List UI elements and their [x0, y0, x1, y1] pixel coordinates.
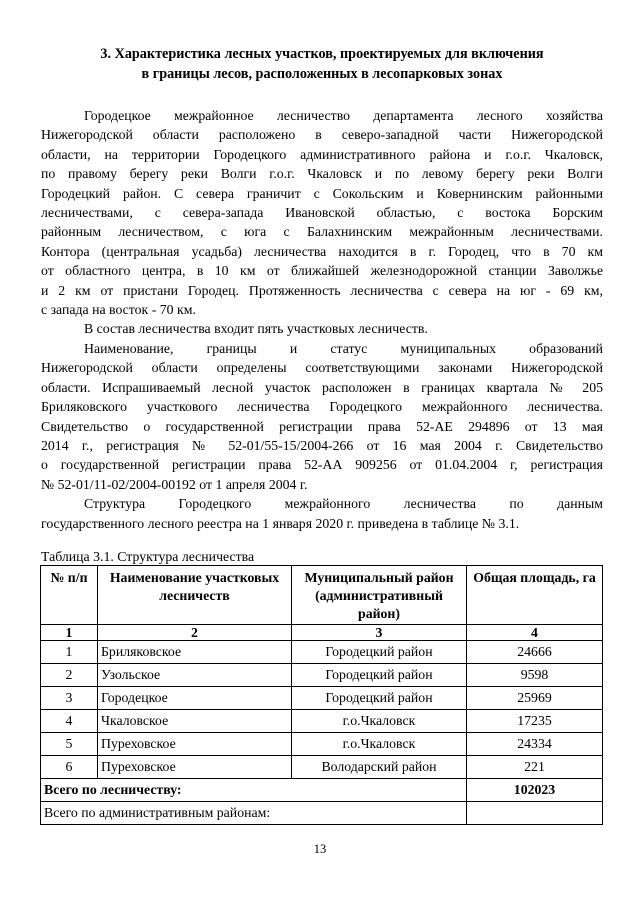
- text-line: Наименование, границы и статус муниципальных образований: [84, 340, 603, 356]
- text-line: лесничествами, с севера-запада Ивановской областью, с востока Борским: [41, 205, 603, 221]
- text-line: с запада на восток - 70 км.: [41, 302, 196, 318]
- summary-value: 102023: [467, 779, 603, 802]
- column-number: 2: [98, 625, 292, 641]
- column-number: 1: [41, 625, 98, 641]
- district-cell: г.о.Чкаловск: [292, 710, 467, 733]
- table-row: [41, 756, 603, 779]
- district-cell: Городецкий район: [292, 687, 467, 710]
- text-line: Городецкое межрайонное лесничество департамента лесного хозяйства: [84, 108, 603, 123]
- text-line: Городецкий район. С севера граничит с Сокольским и Ковернинским районными: [41, 185, 603, 201]
- heading-line: в границы лесов, расположенных в лесопарковых зонах: [141, 66, 503, 82]
- paragraph-legal-status: [41, 339, 603, 494]
- text-line: 2014 г., регистрация № 52-01/55-15/2004-266 от 16 мая 2004 г. Свидетельство: [41, 437, 603, 453]
- total-row: [41, 779, 603, 802]
- area-cell: 221: [467, 756, 603, 779]
- area-cell: 9598: [467, 664, 603, 687]
- table-caption: Таблица 3.1. Структура лесничества: [41, 549, 255, 564]
- text-line: Контора (центральная усадьба) лесничества находится в г. Городец, что в 70 км: [41, 243, 603, 259]
- column-number: 4: [467, 625, 603, 641]
- section-heading: [40, 44, 604, 84]
- district-cell: Володарский район: [292, 756, 467, 779]
- column-number: 3: [292, 625, 467, 641]
- column-header: Общая площадь, га: [467, 566, 603, 625]
- table-row: [41, 664, 603, 687]
- column-number-row: [41, 625, 603, 641]
- forestry-name-cell: Городецкое: [98, 687, 292, 710]
- table-row: [41, 710, 603, 733]
- district-cell: г.о.Чкаловск: [292, 733, 467, 756]
- paragraph-composition: [41, 319, 603, 338]
- area-cell: 24334: [467, 733, 603, 756]
- text-line: Нижегородской области определены соответствующими законами Нижегородской: [41, 360, 603, 376]
- table-row: [41, 733, 603, 756]
- area-cell: 25969: [467, 687, 603, 710]
- admin-total-row: [41, 802, 603, 825]
- text-line: № 52-01/11-02/2004-00192 от 1 апреля 2004 г.: [41, 476, 308, 492]
- district-cell: Городецкий район: [292, 664, 467, 687]
- text-line: по правому берегу реки Волги г.о.г. Чкаловск и по левому берегу реки Волги: [41, 166, 603, 182]
- area-cell: 17235: [467, 710, 603, 733]
- area-cell: 24666: [467, 641, 603, 664]
- row-number-cell: 5: [41, 733, 98, 756]
- forestry-name-cell: Пуреховское: [98, 756, 292, 779]
- paragraph-structure: [41, 494, 603, 533]
- summary-label: Всего по лесничеству:: [41, 779, 467, 802]
- text-line: области. Испрашиваемый лесной участок расположен в границах квартала № 205: [41, 379, 603, 395]
- text-line: государственного лесного реестра на 1 января 2020 г. приведена в таблице № 3.1.: [41, 515, 520, 531]
- column-header: № п/п: [41, 566, 98, 625]
- row-number-cell: 2: [41, 664, 98, 687]
- table-row: [41, 641, 603, 664]
- table-header-row: [41, 566, 603, 625]
- body-text: [41, 106, 603, 533]
- summary-label: Всего по административным районам:: [41, 802, 467, 825]
- text-line: от областного центра, в 10 км от ближайшей железнодорожной станции Заволжье: [41, 263, 603, 279]
- row-number-cell: 3: [41, 687, 98, 710]
- row-number-cell: 1: [41, 641, 98, 664]
- text-line: Нижегородской области расположено в северо-западной части Нижегородской: [41, 127, 603, 143]
- page-number: 13: [313, 842, 327, 856]
- forestry-name-cell: Чкаловское: [98, 710, 292, 733]
- row-number-cell: 4: [41, 710, 98, 733]
- forestry-name-cell: Бриляковское: [98, 641, 292, 664]
- forestry-name-cell: Пуреховское: [98, 733, 292, 756]
- text-line: Свидетельство о государственной регистрации права 52-АЕ 294896 от 13 мая: [41, 418, 603, 434]
- text-line: о государственной регистрации права 52-АА 909256 от 01.04.2004 г, регистрация: [41, 457, 603, 473]
- summary-value: [467, 802, 603, 825]
- text-line: В состав лесничества входит пять участковых лесничеств.: [84, 321, 428, 337]
- column-header: Наименование участковых лесничеств: [98, 566, 292, 625]
- paragraph-description: [41, 106, 603, 319]
- heading-line: 3. Характеристика лесных участков, проектируемых для включения: [100, 46, 544, 62]
- forestry-structure-table: [40, 565, 603, 825]
- column-header: Муниципальный район (административный район): [292, 566, 467, 625]
- forestry-name-cell: Узольское: [98, 664, 292, 687]
- text-line: Структура Городецкого межрайонного лесничества по данным: [84, 496, 603, 512]
- text-line: и 2 км от пристани Городец. Протяженность лесничества с севера на юг - 69 км,: [41, 282, 603, 298]
- row-number-cell: 6: [41, 756, 98, 779]
- district-cell: Городецкий район: [292, 641, 467, 664]
- text-line: области, на территории Городецкого административного района и г.о.г. Чкаловск,: [41, 146, 603, 162]
- table-body: [41, 641, 603, 825]
- text-line: Бриляковского участкового лесничества Городецкого межрайонного лесничества.: [41, 399, 603, 415]
- table-row: [41, 687, 603, 710]
- text-line: районным лесничеством, с юга с Балахнинским межрайонным лесничествами.: [41, 224, 603, 240]
